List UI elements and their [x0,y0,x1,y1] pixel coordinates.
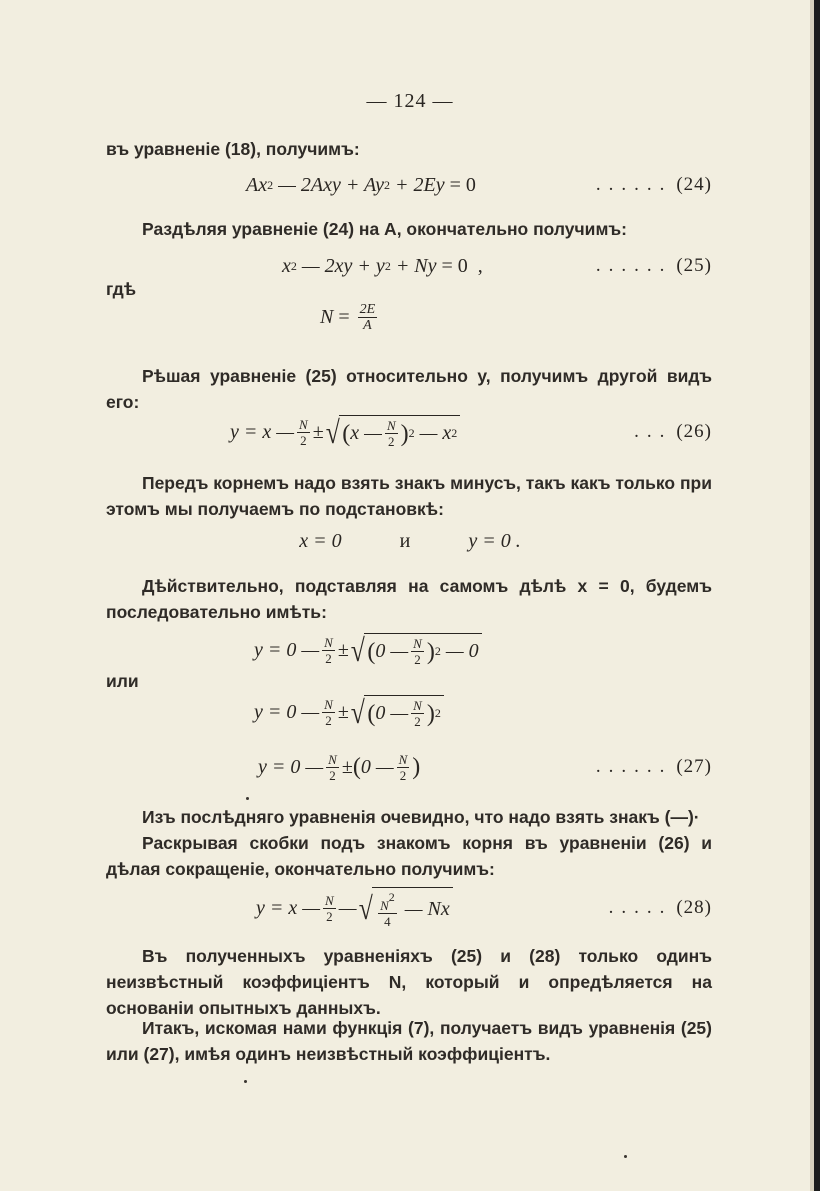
equation-number: (28) [676,897,712,918]
text-line: въ уравненіе (18), получимъ: [106,139,360,159]
equation-substitution-1: y = 0 — $\frac{N}{2}$ ± √ ( 0 — $\frac{N}{2}$ ) 2 — 0 [0,628,712,672]
text-line: или [106,671,139,691]
text-line: Передъ корнемъ надо взять знакъ минусъ, такъ какъ только при этомъ мы получаемъ по подстановкѣ: [106,473,712,519]
equation-number: (27) [676,756,712,777]
text-line: Рѣшая уравненіе (25) относительно y, получимъ другой видъ его: [106,366,712,412]
text-line: Дѣйствительно, подставляя на самомъ дѣлѣ x = 0, будемъ последовательно имѣть: [106,576,712,622]
equation-27: y = 0 — $\frac{N}{2}$ ± ( 0 — $\frac{N}{2}$ ) ...... (27) [258,751,712,783]
ink-speck [246,797,249,800]
equation-number: (25) [676,255,712,276]
equation-number: (24) [676,174,712,195]
page-edge-shadow [810,0,814,1191]
ink-speck [244,1080,247,1083]
text-line: гдѣ [106,279,137,299]
text-line: Итакъ, искомая нами функція (7), получаетъ видъ уравненія (25) или (27), имѣя одинъ неизвѣстный коэффиціентъ. [106,1018,712,1064]
page-number: — 124 — [366,90,454,112]
equation-28: y = x — $\frac{N}{2}$ — √ $\frac{N2}{4}$ — Nx ..... (28) [0,886,712,930]
equation-24: Ax 2 — 2Axy + Ay 2 + 2Ey = 0 ...... (24) [246,173,712,196]
equation-substitution-2: y = 0 — $\frac{N}{2}$ ± √ ( 0 — $\frac{N}{2}$ ) 2 [0,690,712,734]
equation-substitution: x = 0 и y = 0 . [299,530,521,552]
equation-n-definition: N = $\frac{2E}{A}$ [320,301,376,333]
text-line: Раскрывая скобки подъ знакомъ корня въ уравненіи (26) и дѣлая сокращеніе, окончательно получимъ: [106,833,712,879]
text-line: Раздѣляя уравненіе (24) на A, окончательно получимъ: [142,219,627,239]
equation-26: y = x — $\frac{N}{2}$ ± √ ( x — $\frac{N}{2}$ ) 2 — x 2 ... (26) [230,414,712,450]
ink-speck [624,1155,627,1158]
page-edge [814,0,820,1191]
text-line: Въ полученныхъ уравненіяхъ (25) и (28) только одинъ неизвѣстный коэффиціентъ N, который и опредѣляется на основаніи опытныхъ данныхъ. [106,946,712,1018]
text-line: Изъ послѣдняго уравненія очевидно, что надо взять знакъ (—)· [142,807,700,827]
equation-25: x 2 — 2xy + y 2 + Ny = 0 , ...... (25) [282,254,712,277]
equation-number: (26) [676,421,712,442]
